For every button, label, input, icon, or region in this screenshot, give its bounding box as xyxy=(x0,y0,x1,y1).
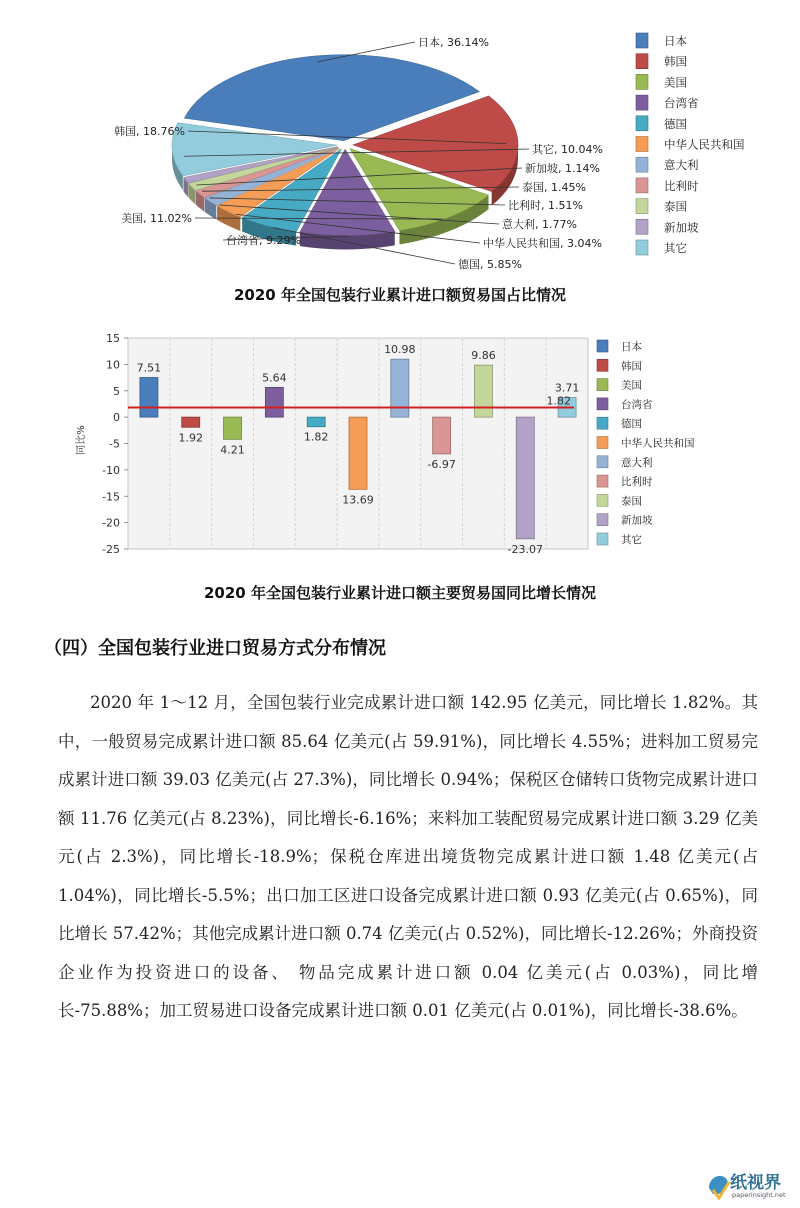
bar-legend-swatch-德国 xyxy=(597,417,608,429)
y-tick-label: 10 xyxy=(106,358,120,372)
pie-legend xyxy=(636,33,745,255)
bar-legend-label-泰国: 泰国 xyxy=(621,495,642,508)
bar-value-label-台湾省: 5.64 xyxy=(262,371,287,385)
y-tick-label: 0 xyxy=(113,411,120,425)
bar-日本 xyxy=(140,378,158,418)
pie-label-中华人民共和国: 中华人民共和国, 3.04% xyxy=(483,237,602,250)
y-tick-label: -20 xyxy=(102,516,120,530)
pie-legend-swatch-泰国 xyxy=(636,199,648,214)
y-axis-label: 同比% xyxy=(76,425,87,455)
bar-value-label-新加坡: -23.07 xyxy=(507,542,544,556)
bar-value-label-韩国: 1.92 xyxy=(178,431,203,445)
pie-legend-swatch-新加坡 xyxy=(636,219,648,234)
pie-label-意大利: 意大利, 1.77% xyxy=(502,218,577,231)
bar-legend xyxy=(597,340,695,546)
bar-chart xyxy=(0,320,800,580)
pie-label-其它: 其它, 10.04% xyxy=(532,143,603,156)
pie-legend-label-韩国: 韩国 xyxy=(664,54,687,69)
pie-label-日本: 日本, 36.14% xyxy=(418,36,489,49)
bar-legend-swatch-新加坡 xyxy=(597,514,608,526)
bar-legend-label-中华人民共和国: 中华人民共和国 xyxy=(621,437,695,450)
pie-label-美国: 美国, 11.02% xyxy=(121,212,192,225)
pie-legend-swatch-美国 xyxy=(636,74,648,89)
pie-legend-swatch-比利时 xyxy=(636,178,648,193)
body-paragraph: 2020 年 1～12 月，全国包装行业完成累计进口额 142.95 亿美元，同比增长 1.82%。其中，一般贸易完成累计进口额 85.64 亿美元(占 59.91%)，同比增长 4.55%；进料加工贸易完成累计进口额 39.03 亿美元(占 27.3%)，同比增长 0.94%；保税区仓储转口货物完成累计进口额 11.76 亿美元(占 8.23%)，同比增长-6.16%；来料加工装配贸易完成累计进口额 3.29 亿美元(占 2.3%)，同比增长-18.9%；保税仓库进出境货物完成累计进口额 1.48 亿美元(占 1.04%)，同比增长-5.5%；出口加工区进口设备完成累计进口额 0.93 亿美元(占 0.65%)，同比增长 57.42%；其他完成累计进口额 0.74 亿美元(占 0.52%)，同比增长-12.26%；外商投资企业作为投资进口的设备、 物品完成累计进口额 0.04 亿美元(占 0.03%)，同比增长-75.88%；加工贸易进口设备完成累计进口额 0.01 亿美元(占 0.01%)，同比增长-38.6%。 xyxy=(58,693,758,1020)
pie-legend-label-泰国: 泰国 xyxy=(664,199,687,214)
bar-legend-swatch-美国 xyxy=(597,379,608,391)
pie-chart-title: 2020 年全国包装行业累计进口额贸易国占比情况 xyxy=(234,286,566,304)
pie-legend-swatch-其它 xyxy=(636,240,648,255)
pie-label-台湾省: 台湾省, 9.29% xyxy=(226,234,301,247)
bar-legend-label-新加坡: 新加坡 xyxy=(621,514,653,527)
bar-value-label-德国: 1.82 xyxy=(303,430,329,444)
pie-chart xyxy=(0,0,800,320)
bar-value-label-日本: 7.51 xyxy=(136,361,162,375)
pie-legend-label-意大利: 意大利 xyxy=(664,158,699,173)
pie-label-泰国: 泰国, 1.45% xyxy=(522,181,586,194)
section-title: （四）全国包装行业进口贸易方式分布情况 xyxy=(44,638,386,659)
bar-美国 xyxy=(224,417,242,439)
bar-value-label-其它: 3.71 xyxy=(554,381,580,395)
pie-legend-label-新加坡: 新加坡 xyxy=(664,220,699,235)
bar-legend-swatch-中华人民共和国 xyxy=(597,437,608,449)
pie-legend-label-比利时: 比利时 xyxy=(664,178,699,193)
y-tick-label: 15 xyxy=(106,332,120,345)
bar-value-label-中华人民共和国: 13.69 xyxy=(342,493,374,507)
bar-legend-swatch-泰国 xyxy=(597,494,608,506)
pie-label-德国: 德国, 5.85% xyxy=(458,258,522,271)
bar-legend-label-美国: 美国 xyxy=(621,379,642,392)
watermark-name: 纸视界 xyxy=(730,1173,781,1193)
pie-legend-swatch-德国 xyxy=(636,116,648,131)
bar-legend-swatch-日本 xyxy=(597,340,608,352)
pie-legend-label-日本: 日本 xyxy=(664,34,687,48)
bar-legend-swatch-其它 xyxy=(597,533,608,545)
bar-legend-label-比利时: 比利时 xyxy=(621,476,653,489)
bar-legend-label-日本: 日本 xyxy=(621,341,642,353)
bar-value-label-意大利: 10.98 xyxy=(384,343,416,357)
reference-line-label: 1.82 xyxy=(546,394,571,408)
bar-韩国 xyxy=(182,417,200,427)
watermark-url: paperinsight.net xyxy=(732,1191,786,1199)
y-tick-label: -10 xyxy=(102,463,120,477)
bar-legend-swatch-韩国 xyxy=(597,359,608,371)
pie-legend-swatch-日本 xyxy=(636,33,648,48)
y-tick-label: -15 xyxy=(102,490,120,504)
bar-新加坡 xyxy=(516,417,534,539)
pie-label-韩国: 韩国, 18.76% xyxy=(114,125,185,138)
pie-legend-swatch-中华人民共和国 xyxy=(636,137,648,152)
pie-legend-label-台湾省: 台湾省 xyxy=(664,96,699,111)
pie-legend-swatch-意大利 xyxy=(636,157,648,172)
pie-legend-label-德国: 德国 xyxy=(664,116,687,131)
bar-德国 xyxy=(307,417,325,427)
bar-台湾省 xyxy=(265,387,283,417)
bar-泰国 xyxy=(474,365,492,417)
pie-legend-label-美国: 美国 xyxy=(664,75,687,90)
bar-value-label-美国: 4.21 xyxy=(220,443,245,457)
bar-value-label-比利时: -6.97 xyxy=(427,457,456,471)
pie-label-新加坡: 新加坡, 1.14% xyxy=(525,162,600,175)
bar-legend-label-意大利: 意大利 xyxy=(621,456,653,469)
pie-label-比利时: 比利时, 1.51% xyxy=(508,199,583,212)
bar-legend-label-韩国: 韩国 xyxy=(621,360,642,373)
y-tick-label: -5 xyxy=(109,437,120,451)
bar-legend-swatch-比利时 xyxy=(597,475,608,487)
y-tick-label: -25 xyxy=(102,543,120,556)
pie-legend-label-其它: 其它 xyxy=(664,241,687,255)
bar-value-label-泰国: 9.86 xyxy=(471,349,496,363)
pie-legend-swatch-韩国 xyxy=(636,54,648,69)
bar-legend-label-台湾省: 台湾省 xyxy=(621,398,653,411)
bar-legend-label-其它: 其它 xyxy=(621,534,642,546)
y-tick-label: 5 xyxy=(113,384,120,398)
pie-legend-swatch-台湾省 xyxy=(636,95,648,110)
bar-legend-swatch-意大利 xyxy=(597,456,608,468)
bar-中华人民共和国 xyxy=(349,417,367,489)
bar-legend-label-德国: 德国 xyxy=(621,418,642,431)
pie-legend-label-中华人民共和国: 中华人民共和国 xyxy=(664,137,745,152)
bar-legend-swatch-台湾省 xyxy=(597,398,608,410)
bar-chart-title: 2020 年全国包装行业累计进口额主要贸易国同比增长情况 xyxy=(204,584,596,602)
bar-比利时 xyxy=(433,417,451,454)
